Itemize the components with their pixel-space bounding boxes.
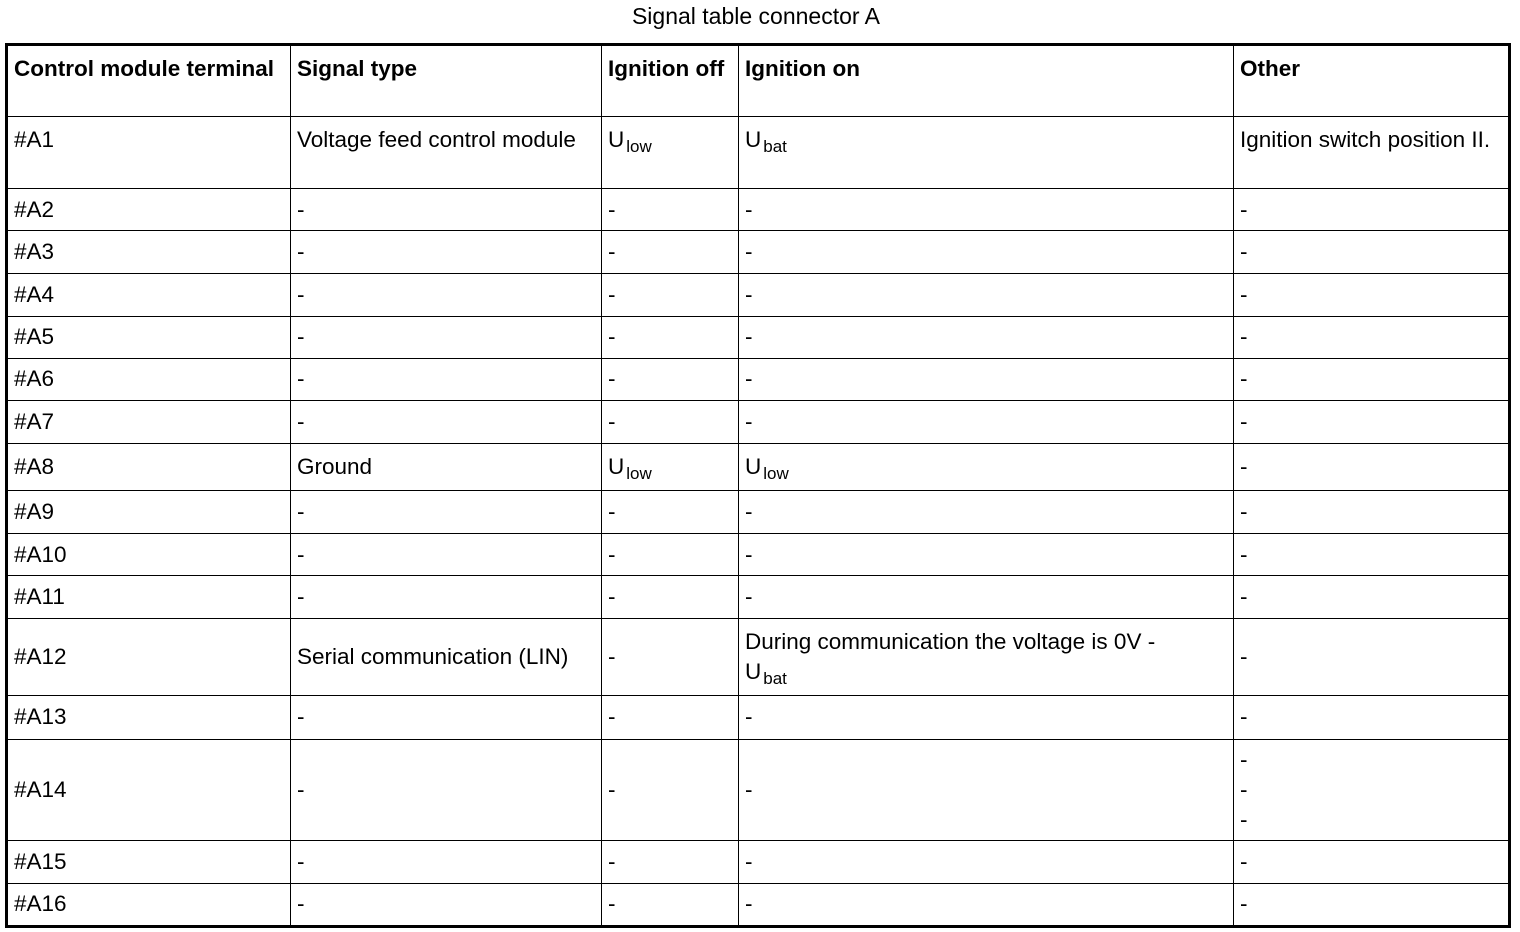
table-row	[7, 619, 1510, 696]
table-row	[7, 189, 1510, 231]
other-line: -	[1240, 776, 1248, 802]
table-row	[7, 316, 1510, 358]
symbol-base: U	[745, 659, 762, 685]
table-row	[7, 534, 1510, 576]
cell-signal-type: Ground	[291, 443, 602, 490]
cell-ignition-off: -	[602, 696, 739, 739]
table-row	[7, 400, 1510, 443]
cell-ignition-off: -	[602, 358, 739, 400]
cell-terminal: #A1	[7, 117, 291, 189]
cell-signal-type: -	[291, 189, 602, 231]
cell-signal-type: -	[291, 358, 602, 400]
cell-ignition-off	[602, 117, 739, 189]
cell-ignition-off: -	[602, 490, 739, 533]
cell-signal-type: -	[291, 840, 602, 883]
cell-ignition-on: -	[739, 189, 1234, 231]
cell-terminal: #A14	[7, 739, 291, 840]
cell-other: -	[1234, 316, 1510, 358]
cell-other	[1234, 739, 1510, 840]
cell-signal-type: -	[291, 739, 602, 840]
cell-ignition-on: -	[739, 840, 1234, 883]
table-row	[7, 739, 1510, 840]
header-terminal: Control module terminal	[7, 45, 291, 117]
cell-ignition-off: -	[602, 576, 739, 619]
cell-ignition-off: -	[602, 534, 739, 576]
cell-signal-type: -	[291, 696, 602, 739]
cell-ignition-on: -	[739, 739, 1234, 840]
cell-other: -	[1234, 840, 1510, 883]
cell-ignition-off: -	[602, 840, 739, 883]
symbol-subscript: bat	[763, 669, 787, 689]
cell-ignition-on: -	[739, 696, 1234, 739]
cell-ignition-off	[602, 443, 739, 490]
cell-ignition-off: -	[602, 316, 739, 358]
symbol-base: U	[745, 127, 762, 153]
symbol-base: U	[745, 453, 762, 479]
cell-ignition-on	[739, 619, 1234, 696]
cell-signal-type: -	[291, 231, 602, 273]
cell-other: -	[1234, 358, 1510, 400]
cell-other: -	[1234, 231, 1510, 273]
header-ignition-off: Ignition off	[602, 45, 739, 117]
cell-ignition-on: -	[739, 883, 1234, 926]
cell-ignition-off: -	[602, 400, 739, 443]
header-signal-type: Signal type	[291, 45, 602, 117]
other-line: -	[1240, 746, 1248, 772]
cell-other: -	[1234, 490, 1510, 533]
cell-other: -	[1234, 400, 1510, 443]
table-row	[7, 883, 1510, 926]
cell-terminal: #A11	[7, 576, 291, 619]
header-row	[7, 45, 1510, 117]
table-row	[7, 443, 1510, 490]
table-row	[7, 117, 1510, 189]
cell-signal-type: -	[291, 400, 602, 443]
cell-terminal: #A13	[7, 696, 291, 739]
cell-terminal: #A2	[7, 189, 291, 231]
cell-ignition-off: -	[602, 619, 739, 696]
cell-ignition-off: -	[602, 739, 739, 840]
cell-other: -	[1234, 443, 1510, 490]
cell-signal-type: Voltage feed control module	[291, 117, 602, 189]
cell-ignition-on: -	[739, 231, 1234, 273]
symbol-subscript: low	[626, 463, 652, 483]
cell-signal-type: Serial communication (LIN)	[291, 619, 602, 696]
cell-signal-type: -	[291, 273, 602, 316]
cell-terminal: #A12	[7, 619, 291, 696]
cell-ignition-on: -	[739, 576, 1234, 619]
symbol-subscript: low	[763, 463, 789, 483]
symbol-base: U	[608, 453, 625, 479]
cell-ignition-on: -	[739, 534, 1234, 576]
table-title: Signal table connector A	[631, 3, 881, 29]
cell-other: -	[1234, 189, 1510, 231]
cell-ignition-on: -	[739, 358, 1234, 400]
table-row	[7, 696, 1510, 739]
cell-signal-type: -	[291, 883, 602, 926]
cell-terminal: #A16	[7, 883, 291, 926]
cell-signal-type: -	[291, 490, 602, 533]
table-row	[7, 576, 1510, 619]
cell-ignition-on	[739, 443, 1234, 490]
cell-terminal: #A10	[7, 534, 291, 576]
cell-terminal: #A15	[7, 840, 291, 883]
cell-ignition-on: -	[739, 273, 1234, 316]
cell-ignition-on: -	[739, 400, 1234, 443]
cell-terminal: #A4	[7, 273, 291, 316]
cell-signal-type: -	[291, 316, 602, 358]
table-row	[7, 358, 1510, 400]
signal-table	[5, 43, 1511, 928]
cell-terminal: #A9	[7, 490, 291, 533]
cell-ignition-off: -	[602, 189, 739, 231]
other-line: -	[1240, 806, 1248, 832]
cell-signal-type: -	[291, 534, 602, 576]
cell-terminal: #A3	[7, 231, 291, 273]
header-ignition-on: Ignition on	[739, 45, 1234, 117]
cell-other: -	[1234, 883, 1510, 926]
ignition-on-text: During communication the voltage is 0V -	[745, 629, 1156, 655]
symbol-subscript: bat	[763, 137, 787, 157]
cell-terminal: #A8	[7, 443, 291, 490]
symbol-subscript: low	[626, 137, 652, 157]
cell-terminal: #A5	[7, 316, 291, 358]
cell-ignition-on: -	[739, 490, 1234, 533]
cell-other: -	[1234, 576, 1510, 619]
cell-other: -	[1234, 273, 1510, 316]
cell-ignition-off: -	[602, 883, 739, 926]
cell-other: -	[1234, 619, 1510, 696]
cell-terminal: #A6	[7, 358, 291, 400]
cell-ignition-on: -	[739, 316, 1234, 358]
table-row	[7, 490, 1510, 533]
cell-other: -	[1234, 534, 1510, 576]
cell-other: -	[1234, 696, 1510, 739]
symbol-base: U	[608, 127, 625, 153]
table-row	[7, 273, 1510, 316]
cell-ignition-off: -	[602, 231, 739, 273]
cell-signal-type: -	[291, 576, 602, 619]
cell-ignition-on	[739, 117, 1234, 189]
table-row	[7, 231, 1510, 273]
cell-terminal: #A7	[7, 400, 291, 443]
table-row	[7, 840, 1510, 883]
header-other: Other	[1234, 45, 1510, 117]
cell-ignition-off: -	[602, 273, 739, 316]
cell-other: Ignition switch position II.	[1234, 117, 1510, 189]
